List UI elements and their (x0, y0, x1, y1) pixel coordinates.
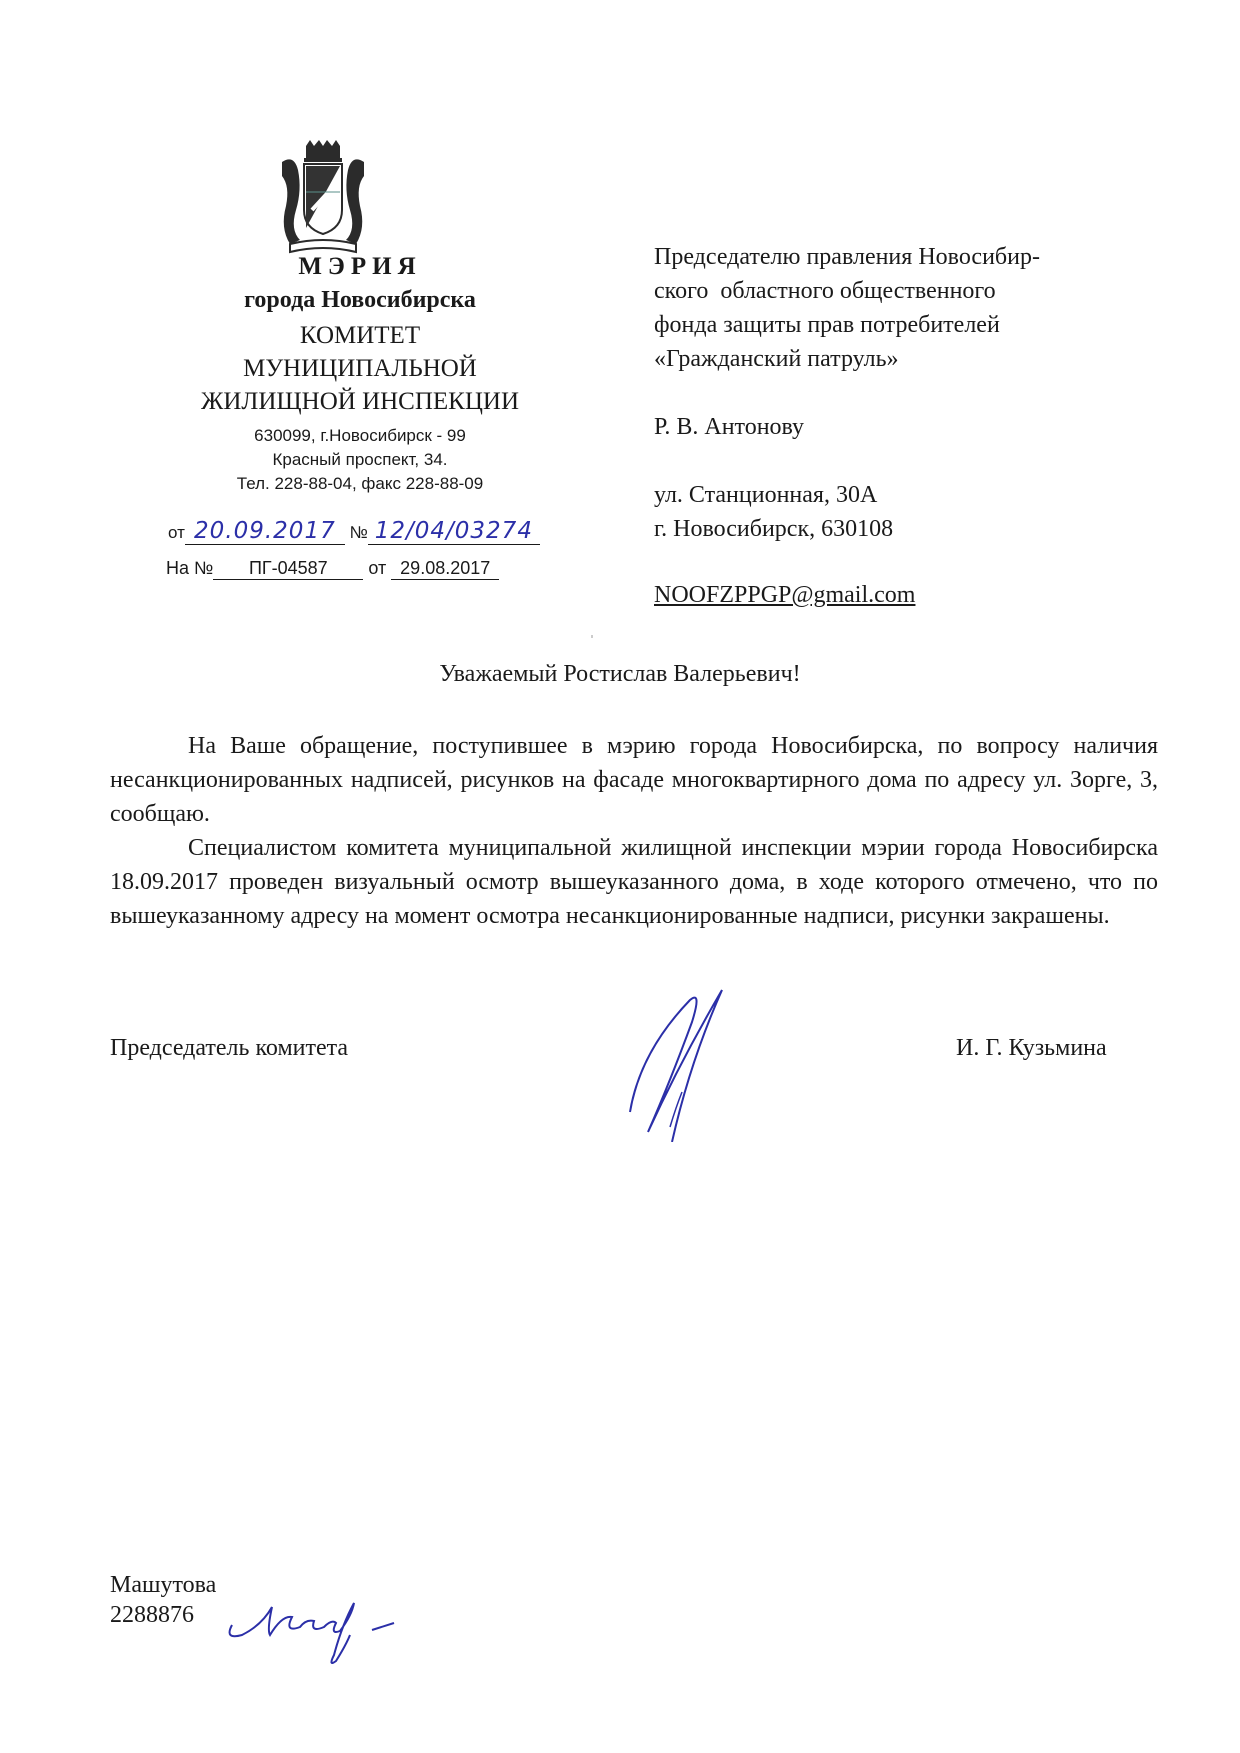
addressee-name: Р. В. Антонову (654, 414, 805, 440)
addressee-line: «Гражданский патруль» (654, 346, 899, 372)
addressee-line: Председателю правления Новосибир- (654, 244, 1040, 270)
executor-phone: 2288876 (110, 1602, 194, 1628)
addressee-street: ул. Станционная, 30А (654, 482, 878, 508)
registration-number-label: № (349, 523, 368, 542)
committee-line-3: ЖИЛИЩНОЙ ИНСПЕКЦИИ (200, 388, 520, 415)
letterhead-postal-address: 630099, г.Новосибирск - 99 (254, 426, 466, 445)
executor-initials-signature-icon (222, 1585, 432, 1675)
body-paragraph: Специалистом комитета муниципальной жилищной инспекции мэрии города Новосибирска 18.09.2017 проведен визуальный осмотр вышеуказанного дома, в ходе которого отмечено, что по вышеуказанному адресу на момент осмотра несанкционированные надписи, рисунки закрашены. (110, 835, 1158, 929)
committee-line-1: КОМИТЕТ (299, 322, 421, 349)
addressee-position (654, 240, 1040, 376)
addressee-line: фонда защиты прав потребителей (654, 312, 1000, 338)
committee-line-2: МУНИЦИПАЛЬНОЙ (243, 355, 477, 382)
registration-line (168, 518, 540, 545)
letterhead-phone-fax: Тел. 228-88-04, факс 228-88-09 (236, 474, 484, 493)
registration-number: 12/04/03274 (368, 518, 540, 545)
mayoralty-title: МЭРИЯ (298, 253, 422, 280)
body-paragraph: На Ваше обращение, поступившее в мэрию города Новосибирска, по вопросу наличия несанкционированных надписей, рисунков на фасаде многоквартирного дома по адресу ул. Зорге, 3, сообщаю. (110, 733, 1158, 827)
registration-from-label: от (168, 523, 185, 542)
reply-to-number: ПГ-04587 (213, 558, 363, 580)
reply-reference-line (166, 558, 499, 580)
city-title: города Новосибирска (244, 287, 476, 313)
executor-name: Машутова (110, 1572, 217, 1598)
addressee-city: г. Новосибирск, 630108 (654, 516, 894, 542)
greeting: Уважаемый Ростислав Валерьевич! (439, 661, 801, 687)
reply-to-date-label: от (368, 558, 387, 578)
addressee-email-link[interactable]: NOOFZPPGP@gmail.com (654, 582, 916, 608)
signatory-name: И. Г. Кузьмина (956, 1035, 1107, 1061)
registration-date: 20.09.2017 (185, 518, 345, 545)
reply-to-label: На № (166, 558, 214, 578)
letterhead-street-address: Красный проспект, 34. (272, 450, 448, 469)
coat-of-arms-icon (276, 140, 370, 258)
signatory-title: Председатель комитета (110, 1035, 349, 1061)
addressee-line: ского областного общественного (654, 278, 996, 304)
reply-to-date: 29.08.2017 (391, 558, 499, 580)
scan-speck (591, 635, 593, 638)
handwritten-signature-icon (610, 982, 810, 1142)
